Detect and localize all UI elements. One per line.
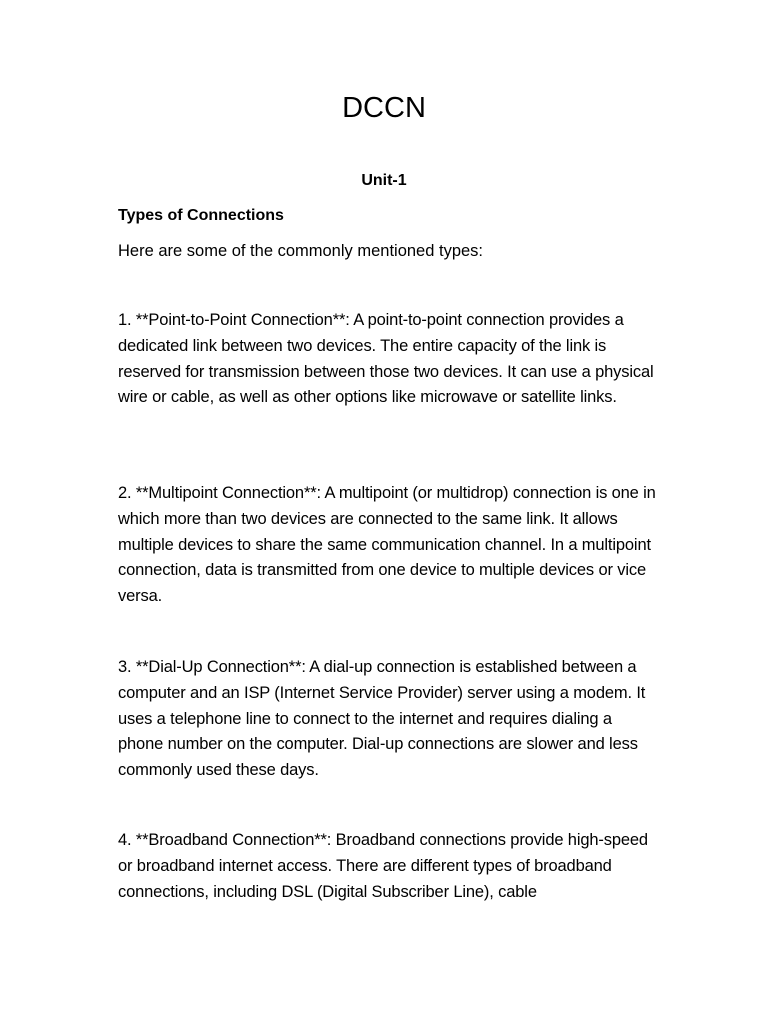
section-heading: Types of Connections xyxy=(118,207,284,224)
list-item-dial-up: 3. **Dial-Up Connection**: A dial-up connection is established between a computer and an ISP (Internet Service Provider) server using a modem. It uses a telephone line to connect to the internet and requires dialing a phone number on the computer. Dial-up connections are slower and less commonly used these days. xyxy=(118,658,646,780)
list-item-broadband: 4. **Broadband Connection**: Broadband connections provide high-speed or broadband internet access. There are different types of broadband connections, including DSL (Digital Subscriber Line), cable xyxy=(118,831,648,901)
list-item-point-to-point: 1. **Point-to-Point Connection**: A point-to-point connection provides a dedicated link between two devices. The entire capacity of the link is reserved for transmission between those two devices. It can use a physical wire or cable, as well as other options like microwave or satellite links. xyxy=(118,311,654,407)
list-item-multipoint: 2. **Multipoint Connection**: A multipoint (or multidrop) connection is one in which more than two devices are connected to the same link. It allows multiple devices to share the same communication channel. In a multipoint connection, data is transmitted from one device to multiple devices or vice versa. xyxy=(118,484,656,606)
intro-paragraph: Here are some of the commonly mentioned types: xyxy=(118,242,484,260)
unit-label: Unit-1 xyxy=(361,172,407,189)
document-title: DCCN xyxy=(342,92,426,124)
